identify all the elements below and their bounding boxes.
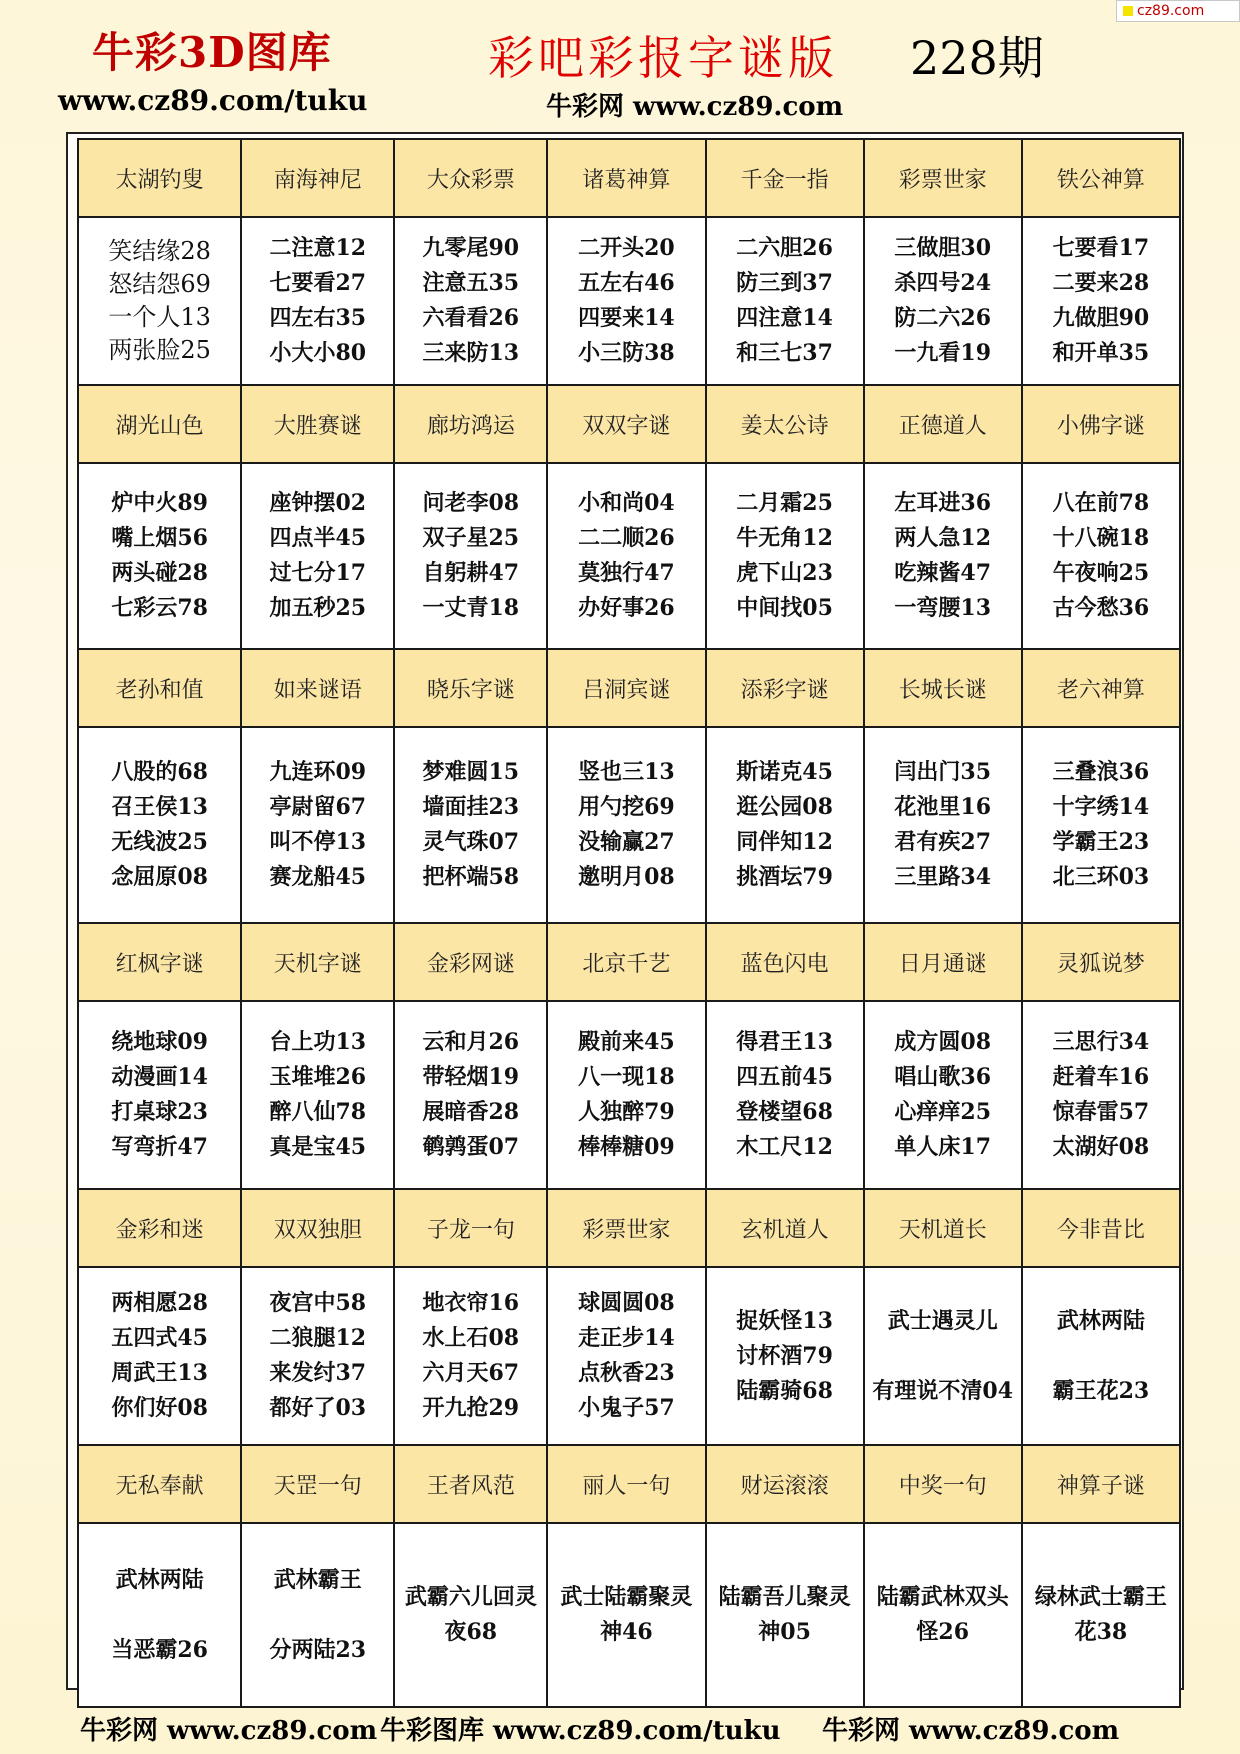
column-header: 千金一指 — [706, 139, 864, 217]
cell-line: 防三到37 — [736, 270, 833, 296]
table-cell — [78, 1267, 241, 1445]
footer-link-left[interactable]: 牛彩网 www.cz89.com — [80, 1716, 378, 1746]
cell-line: 一个人13 — [108, 303, 211, 331]
cell-line: 四五前45 — [736, 1064, 833, 1090]
cell-line: 竖也三13 — [578, 759, 675, 785]
cell-line: 灵气珠07 — [422, 829, 520, 855]
cell-line: 绕地球09 — [111, 1029, 208, 1055]
cell-line: 云和月26 — [422, 1029, 520, 1055]
cell-line: 三里路34 — [894, 864, 992, 890]
badge-text: cz89.com — [1137, 3, 1205, 19]
cell-line: 武林两陆 — [115, 1566, 204, 1593]
sub-url[interactable]: 牛彩网 www.cz89.com — [546, 92, 844, 122]
cell-line: 你们好08 — [111, 1395, 208, 1421]
table-cell — [394, 1001, 547, 1189]
column-header: 神算子谜 — [1022, 1445, 1180, 1523]
column-header: 双双独胆 — [241, 1189, 394, 1267]
footer-link-middle[interactable]: 牛彩图库 www.cz89.com/tuku — [380, 1716, 781, 1746]
cell-line: 五四式45 — [111, 1325, 208, 1351]
column-header: 丽人一句 — [547, 1445, 705, 1523]
cell-line: 赶着车16 — [1052, 1064, 1150, 1090]
cell-line: 一丈青18 — [422, 595, 520, 621]
table-cell — [78, 727, 241, 923]
site-badge[interactable] — [1116, 0, 1240, 22]
table-cell — [241, 1523, 394, 1707]
cell-line: 武士陆霸聚灵 — [560, 1584, 693, 1610]
column-header: 王者风范 — [394, 1445, 547, 1523]
cell-line: 打桌球23 — [111, 1099, 208, 1125]
cell-spacer — [865, 1339, 1021, 1374]
cell-line: 和三七37 — [736, 340, 833, 366]
cell-line: 神46 — [600, 1619, 653, 1645]
cell-spacer — [79, 1598, 240, 1633]
cell-line: 怒结怨69 — [108, 270, 211, 298]
cell-line: 周武王13 — [111, 1360, 208, 1386]
column-header: 无私奉献 — [78, 1445, 241, 1523]
cell-line: 左耳进36 — [894, 490, 992, 516]
cell-line: 八在前78 — [1052, 490, 1150, 516]
column-header: 姜太公诗 — [706, 385, 864, 463]
cell-line: 绿林武士霸王 — [1034, 1584, 1167, 1610]
table-cell — [864, 1523, 1022, 1707]
cell-line: 一弯腰13 — [894, 595, 992, 621]
cell-line: 得君王13 — [736, 1029, 833, 1055]
cell-line: 花池里16 — [894, 794, 992, 820]
cell-line: 九零尾90 — [422, 235, 520, 261]
cell-line: 没输赢27 — [578, 829, 675, 855]
cell-line: 醉八仙78 — [269, 1099, 367, 1125]
cell-line: 都好了03 — [269, 1395, 367, 1421]
cell-line: 莫独行47 — [578, 560, 675, 586]
column-header: 彩票世家 — [864, 139, 1022, 217]
cell-line: 吃辣酱47 — [894, 560, 992, 586]
table-cell — [78, 463, 241, 649]
column-header: 彩票世家 — [547, 1189, 705, 1267]
table-cell — [547, 1001, 705, 1189]
cell-line: 亭尉留67 — [269, 794, 367, 820]
column-header: 今非昔比 — [1022, 1189, 1180, 1267]
cell-line: 带轻烟19 — [422, 1064, 520, 1090]
cell-line: 墙面挂23 — [422, 794, 520, 820]
table-cell — [394, 217, 547, 385]
column-header: 老六神算 — [1022, 649, 1180, 727]
cell-line: 十八碗18 — [1052, 525, 1150, 551]
cell-line: 武士遇灵儿 — [887, 1307, 998, 1334]
cell-line: 小大小80 — [269, 340, 367, 366]
table-row — [78, 1523, 1180, 1707]
cell-line: 殿前来45 — [578, 1029, 675, 1055]
cell-line: 四要来14 — [578, 305, 675, 331]
table-cell — [706, 463, 864, 649]
page-title: 彩吧彩报字谜版 — [488, 31, 838, 85]
column-header: 正德道人 — [864, 385, 1022, 463]
cell-line: 小三防38 — [578, 340, 675, 366]
table-cell — [241, 463, 394, 649]
cell-line: 同伴知12 — [736, 829, 833, 855]
table-cell — [706, 1267, 864, 1445]
cell-line: 水上石08 — [422, 1325, 520, 1351]
cell-line: 霸王花23 — [1052, 1377, 1150, 1404]
cell-line: 杀四号24 — [894, 270, 992, 296]
cell-line: 陆霸吾儿聚灵 — [718, 1584, 851, 1610]
cell-line: 夜宫中58 — [269, 1290, 367, 1316]
header-row — [78, 139, 1180, 217]
cell-line: 单人床17 — [894, 1134, 992, 1160]
column-header: 金彩和迷 — [78, 1189, 241, 1267]
table-cell — [1022, 217, 1180, 385]
column-header: 长城长谜 — [864, 649, 1022, 727]
column-header: 天罡一句 — [241, 1445, 394, 1523]
column-header: 天机字谜 — [241, 923, 394, 1001]
column-header: 添彩字谜 — [706, 649, 864, 727]
cell-line: 六月天67 — [422, 1360, 520, 1386]
cell-line: 三思行34 — [1052, 1029, 1150, 1055]
cell-line: 双子星25 — [422, 525, 520, 551]
cell-line: 叫不停13 — [269, 829, 367, 855]
table-cell — [1022, 1267, 1180, 1445]
cell-line: 念屈原08 — [111, 864, 208, 890]
cell-line: 四点半45 — [269, 525, 367, 551]
cell-line: 地衣帘16 — [422, 1290, 520, 1316]
cell-line: 走正步14 — [578, 1325, 675, 1351]
cell-line: 开九抢29 — [422, 1395, 520, 1421]
cell-line: 台上功13 — [269, 1029, 367, 1055]
cell-line: 笑结缘28 — [108, 237, 211, 265]
table-cell — [394, 727, 547, 923]
column-header: 如来谜语 — [241, 649, 394, 727]
cell-line: 十字绣14 — [1052, 794, 1150, 820]
table-cell — [78, 1001, 241, 1189]
table-cell — [241, 1267, 394, 1445]
cell-line: 太湖好08 — [1052, 1134, 1150, 1160]
cell-line: 二月霜25 — [736, 490, 833, 516]
table-cell — [706, 1523, 864, 1707]
table-cell — [864, 463, 1022, 649]
cell-line: 小和尚04 — [578, 490, 675, 516]
column-header: 太湖钓叟 — [78, 139, 241, 217]
cell-line: 陆霸武林双头 — [876, 1584, 1009, 1610]
cell-line: 二注意12 — [269, 235, 367, 261]
header-row — [78, 649, 1180, 727]
column-header: 湖光山色 — [78, 385, 241, 463]
table-cell — [394, 1267, 547, 1445]
cell-line: 来发纣37 — [269, 1360, 367, 1386]
cell-line: 北三环03 — [1052, 864, 1150, 890]
cell-line: 有理说不清04 — [872, 1377, 1014, 1404]
cell-line: 五左右46 — [578, 270, 675, 296]
cell-line: 古今愁36 — [1052, 595, 1150, 621]
table-cell — [864, 727, 1022, 923]
cell-line: 挑酒坛79 — [736, 864, 833, 890]
cell-spacer — [242, 1598, 393, 1633]
riddle-table — [77, 138, 1181, 1708]
table-cell — [78, 217, 241, 385]
cell-line: 逛公园08 — [736, 794, 833, 820]
cell-line: 心痒痒25 — [894, 1099, 992, 1125]
cell-line: 两张脸25 — [108, 336, 211, 364]
issue-number: 228期 — [910, 31, 1044, 85]
cell-line: 讨杯酒79 — [736, 1342, 833, 1369]
column-header: 蓝色闪电 — [706, 923, 864, 1001]
cell-line: 用勺挖69 — [578, 794, 675, 820]
column-header: 廊坊鸿运 — [394, 385, 547, 463]
table-cell — [78, 1523, 241, 1707]
table-cell — [1022, 1001, 1180, 1189]
brand-url[interactable]: www.cz89.com/tuku — [58, 84, 368, 117]
cell-line: 注意五35 — [422, 270, 520, 296]
table-cell — [547, 1523, 705, 1707]
cell-line: 武林两陆 — [1056, 1307, 1145, 1334]
cell-line: 球圆圆08 — [578, 1290, 675, 1316]
cell-line: 四左右35 — [269, 305, 367, 331]
cell-line: 自躬耕47 — [422, 560, 520, 586]
cell-line: 花38 — [1074, 1619, 1128, 1645]
footer-link-right[interactable]: 牛彩网 www.cz89.com — [822, 1716, 1120, 1746]
cell-line: 神05 — [758, 1619, 811, 1645]
cell-line: 学霸王23 — [1052, 829, 1150, 855]
table-cell — [547, 217, 705, 385]
cell-line: 赛龙船45 — [269, 864, 367, 890]
cell-line: 梦难圆15 — [422, 759, 520, 785]
column-header: 大胜赛谜 — [241, 385, 394, 463]
cell-line: 一九看19 — [894, 340, 992, 366]
column-header: 子龙一句 — [394, 1189, 547, 1267]
cell-line: 邀明月08 — [578, 864, 675, 890]
riddle-table-body — [78, 139, 1180, 1707]
column-header: 财运滚滚 — [706, 1445, 864, 1523]
cell-line: 闫出门35 — [894, 759, 992, 785]
cell-line: 登楼望68 — [736, 1099, 833, 1125]
cell-line: 二要来28 — [1052, 270, 1150, 296]
cell-line: 成方圆08 — [894, 1029, 992, 1055]
cell-line: 捉妖怪13 — [736, 1307, 833, 1334]
table-cell — [547, 1267, 705, 1445]
header-row — [78, 923, 1180, 1001]
cell-line: 斯诺克45 — [736, 759, 833, 785]
header-row — [78, 385, 1180, 463]
cell-line: 夜68 — [444, 1619, 498, 1645]
cell-line: 二狼腿12 — [269, 1325, 367, 1351]
cell-spacer — [1023, 1339, 1179, 1374]
cell-line: 四注意14 — [736, 305, 833, 331]
table-row — [78, 463, 1180, 649]
cell-line: 七彩云78 — [111, 595, 208, 621]
cell-line: 两相愿28 — [111, 1290, 208, 1316]
header-row — [78, 1189, 1180, 1267]
cell-line: 问老李08 — [422, 490, 520, 516]
cell-line: 三来防13 — [422, 340, 520, 366]
cell-line: 陆霸骑68 — [736, 1377, 833, 1404]
cell-line: 牛无角12 — [736, 525, 833, 551]
cell-line: 二开头20 — [578, 235, 675, 261]
table-cell — [241, 217, 394, 385]
column-header: 小佛字谜 — [1022, 385, 1180, 463]
cell-line: 六看看26 — [422, 305, 520, 331]
table-cell — [547, 727, 705, 923]
brand-title: 牛彩3D图库 — [92, 28, 332, 77]
column-header: 北京千艺 — [547, 923, 705, 1001]
cell-line: 八一现18 — [578, 1064, 675, 1090]
cell-line: 防二六26 — [894, 305, 992, 331]
column-header: 诸葛神算 — [547, 139, 705, 217]
cell-line: 武林霸王 — [273, 1566, 362, 1593]
cell-line: 三叠浪36 — [1052, 759, 1150, 785]
column-header: 中奖一句 — [864, 1445, 1022, 1523]
cell-line: 无线波25 — [111, 829, 208, 855]
column-header: 天机道长 — [864, 1189, 1022, 1267]
cell-line: 虎下山23 — [736, 560, 833, 586]
table-cell — [1022, 463, 1180, 649]
table-cell — [706, 217, 864, 385]
table-cell — [864, 217, 1022, 385]
column-header: 金彩网谜 — [394, 923, 547, 1001]
cell-line: 两头碰28 — [111, 560, 208, 586]
table-cell — [706, 1001, 864, 1189]
cell-line: 三做胆30 — [894, 235, 992, 261]
column-header: 红枫字谜 — [78, 923, 241, 1001]
cell-line: 中间找05 — [736, 595, 833, 621]
cell-line: 真是宝45 — [269, 1134, 367, 1160]
cell-line: 木工尺12 — [736, 1134, 833, 1160]
column-header: 晓乐字谜 — [394, 649, 547, 727]
cell-line: 分两陆23 — [269, 1636, 367, 1663]
cell-line: 二二顺26 — [578, 525, 675, 551]
column-header: 灵狐说梦 — [1022, 923, 1180, 1001]
badge-square-icon — [1123, 6, 1133, 16]
table-cell — [864, 1267, 1022, 1445]
cell-line: 座钟摆02 — [269, 490, 367, 516]
cell-line: 午夜响25 — [1052, 560, 1150, 586]
column-header: 铁公神算 — [1022, 139, 1180, 217]
cell-line: 武霸六儿回灵 — [404, 1584, 537, 1610]
cell-line: 小鬼子57 — [578, 1395, 675, 1421]
cell-line: 嘴上烟56 — [111, 525, 208, 551]
cell-line: 鹌鹑蛋07 — [422, 1134, 520, 1160]
cell-line: 怪26 — [916, 1619, 970, 1645]
cell-line: 炉中火89 — [111, 490, 208, 516]
cell-line: 两人急12 — [894, 525, 992, 551]
table-cell — [547, 463, 705, 649]
table-cell — [394, 1523, 547, 1707]
table-row — [78, 217, 1180, 385]
cell-line: 八股的68 — [111, 759, 208, 785]
column-header: 日月通谜 — [864, 923, 1022, 1001]
column-header: 南海神尼 — [241, 139, 394, 217]
table-cell — [241, 727, 394, 923]
cell-line: 召王侯13 — [111, 794, 208, 820]
cell-line: 和开单35 — [1052, 340, 1150, 366]
cell-line: 二六胆26 — [736, 235, 833, 261]
column-header: 双双字谜 — [547, 385, 705, 463]
column-header: 玄机道人 — [706, 1189, 864, 1267]
cell-line: 唱山歌36 — [894, 1064, 992, 1090]
cell-line: 过七分17 — [269, 560, 367, 586]
cell-line: 动漫画14 — [111, 1064, 208, 1090]
cell-line: 君有疾27 — [894, 829, 992, 855]
cell-line: 办好事26 — [578, 595, 675, 621]
cell-line: 写弯折47 — [111, 1134, 208, 1160]
table-cell — [1022, 1523, 1180, 1707]
cell-line: 把杯端58 — [422, 864, 520, 890]
column-header: 大众彩票 — [394, 139, 547, 217]
table-cell — [1022, 727, 1180, 923]
table-cell — [864, 1001, 1022, 1189]
column-header: 老孙和值 — [78, 649, 241, 727]
cell-line: 九做胆90 — [1052, 305, 1150, 331]
cell-line: 加五秒25 — [269, 595, 367, 621]
table-row — [78, 727, 1180, 923]
cell-line: 七要看27 — [269, 270, 367, 296]
cell-line: 玉堆堆26 — [269, 1064, 367, 1090]
table-row — [78, 1001, 1180, 1189]
cell-line: 展暗香28 — [422, 1099, 520, 1125]
cell-line: 人独醉79 — [578, 1099, 675, 1125]
table-row — [78, 1267, 1180, 1445]
cell-line: 当恶霸26 — [111, 1636, 208, 1663]
cell-line: 九连环09 — [269, 759, 367, 785]
header-row — [78, 1445, 1180, 1523]
cell-line: 点秋香23 — [578, 1360, 675, 1386]
table-cell — [394, 463, 547, 649]
cell-line: 惊春雷57 — [1052, 1099, 1150, 1125]
column-header: 吕洞宾谜 — [547, 649, 705, 727]
table-cell — [241, 1001, 394, 1189]
cell-line: 棒棒糖09 — [578, 1134, 675, 1160]
cell-line: 七要看17 — [1052, 235, 1150, 261]
table-cell — [706, 727, 864, 923]
